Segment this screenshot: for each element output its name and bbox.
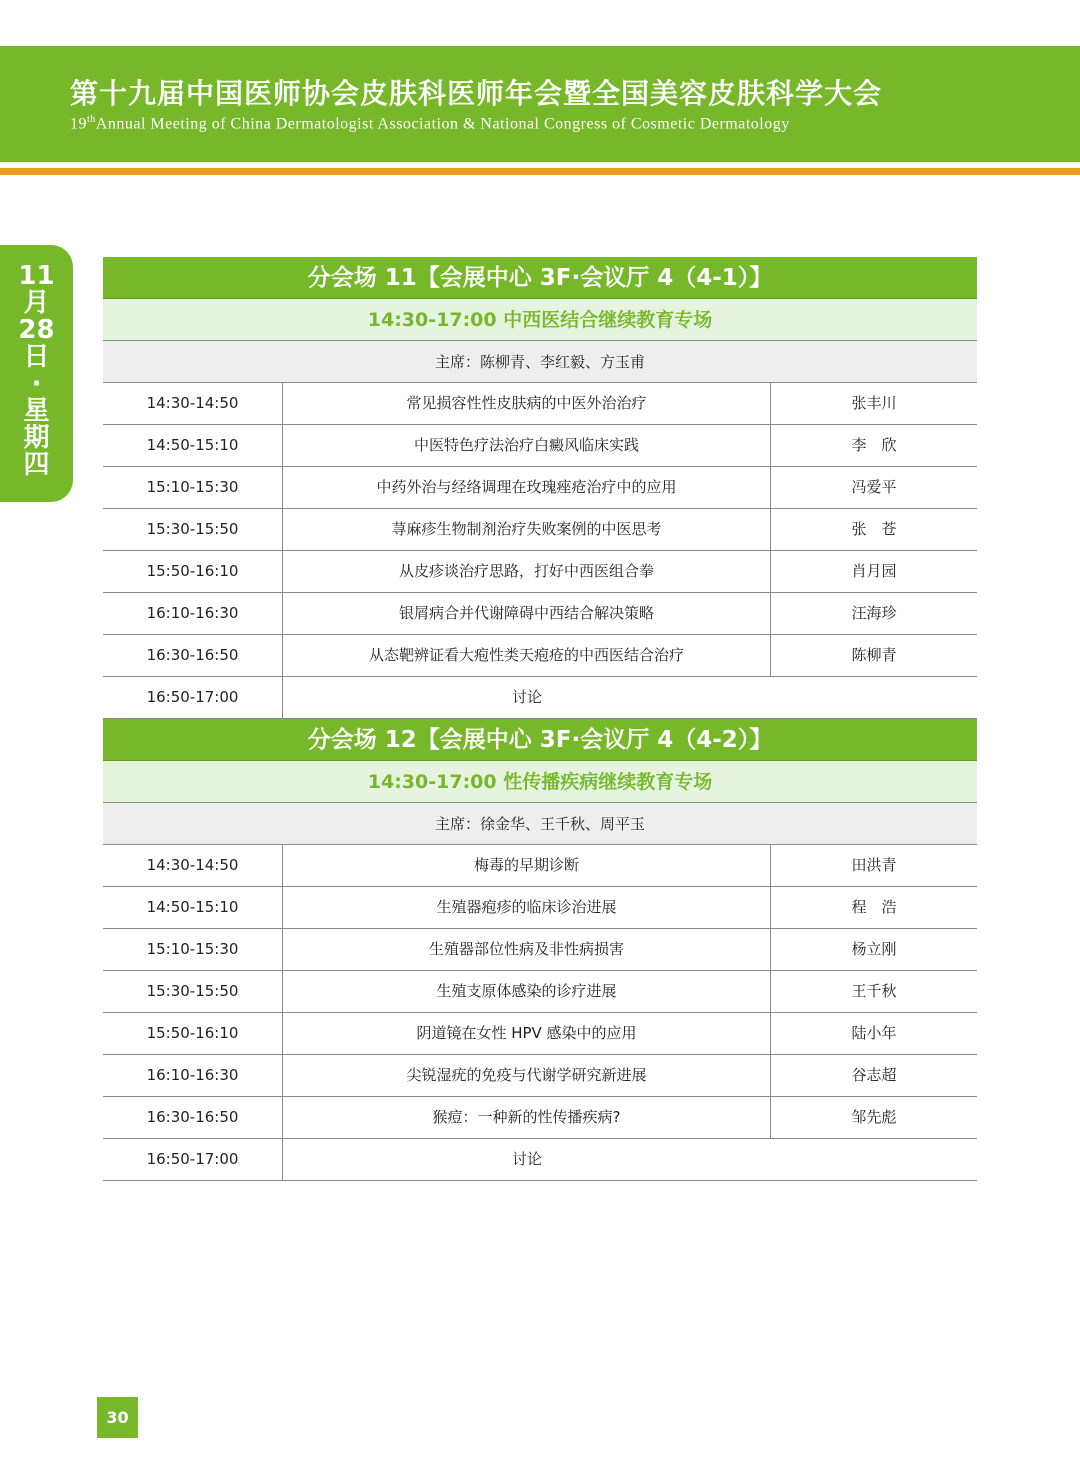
time-cell: 15:10-15:30 bbox=[103, 467, 283, 508]
time-cell: 16:10-16:30 bbox=[103, 1055, 283, 1096]
time-cell: 14:50-15:10 bbox=[103, 425, 283, 466]
session-title: 分会场 12【会展中心 3F·会议厅 4（4-2）】 bbox=[103, 719, 977, 761]
time-cell: 16:30-16:50 bbox=[103, 635, 283, 676]
speaker-cell: 王千秋 bbox=[851, 982, 897, 1000]
date-weekday-1: 星 bbox=[23, 396, 50, 426]
table-row bbox=[103, 1013, 977, 1055]
header-accent-stripe bbox=[0, 168, 1080, 175]
date-separator: · bbox=[31, 369, 42, 399]
date-day-char: 日 bbox=[23, 342, 50, 372]
speaker-cell: 陆小年 bbox=[851, 1024, 897, 1042]
discussion-cell: 讨论 bbox=[511, 1150, 542, 1168]
topic-cell: 尖锐湿疣的免疫与代谢学研究新进展 bbox=[283, 1055, 771, 1096]
topic-cell: 中医特色疗法治疗白癜风临床实践 bbox=[283, 425, 771, 466]
speaker-cell: 杨立刚 bbox=[851, 940, 897, 958]
speaker-cell: 汪海珍 bbox=[851, 604, 897, 622]
speaker-cell: 谷志超 bbox=[851, 1066, 897, 1084]
speaker-cell: 肖月园 bbox=[851, 562, 897, 580]
session-subtitle: 14:30-17:00 性传播疾病继续教育专场 bbox=[103, 761, 977, 803]
date-tab bbox=[0, 245, 73, 502]
conference-subtitle bbox=[70, 114, 790, 133]
speaker-cell: 李 欣 bbox=[851, 436, 897, 454]
topic-cell: 阴道镜在女性 HPV 感染中的应用 bbox=[283, 1013, 771, 1054]
time-cell: 14:50-15:10 bbox=[103, 887, 283, 928]
discussion-row bbox=[103, 677, 977, 719]
speaker-cell: 邹先彪 bbox=[851, 1108, 897, 1126]
speaker-cell: 陈柳青 bbox=[851, 646, 897, 664]
time-cell: 14:30-14:50 bbox=[103, 383, 283, 424]
session-chairs: 主席：徐金华、王千秋、周平玉 bbox=[103, 803, 977, 845]
time-cell: 15:30-15:50 bbox=[103, 509, 283, 550]
time-cell: 15:10-15:30 bbox=[103, 929, 283, 970]
speaker-cell: 张丰川 bbox=[851, 394, 897, 412]
table-row bbox=[103, 887, 977, 929]
conference-header bbox=[0, 46, 1080, 162]
schedule-table bbox=[103, 257, 977, 1181]
topic-cell: 猴痘：一种新的性传播疾病? bbox=[283, 1097, 771, 1138]
table-row bbox=[103, 929, 977, 971]
discussion-cell: 讨论 bbox=[511, 688, 542, 706]
speaker-cell: 冯爱平 bbox=[851, 478, 897, 496]
date-weekday-2: 期 bbox=[23, 423, 50, 453]
topic-cell: 中药外治与经络调理在玫瑰痤疮治疗中的应用 bbox=[283, 467, 771, 508]
table-row bbox=[103, 425, 977, 467]
subtitle-number: 19 bbox=[70, 115, 87, 133]
session-chairs: 主席：陈柳青、李红毅、方玉甫 bbox=[103, 341, 977, 383]
date-month-number: 11 bbox=[18, 261, 55, 291]
time-cell: 16:10-16:30 bbox=[103, 593, 283, 634]
subtitle-ordinal: th bbox=[87, 114, 96, 125]
topic-cell: 从皮疹谈治疗思路，打好中西医组合拳 bbox=[283, 551, 771, 592]
session-subtitle: 14:30-17:00 中西医结合继续教育专场 bbox=[103, 299, 977, 341]
topic-cell: 银屑病合并代谢障碍中西结合解决策略 bbox=[283, 593, 771, 634]
table-row bbox=[103, 845, 977, 887]
topic-cell: 生殖支原体感染的诊疗进展 bbox=[283, 971, 771, 1012]
table-row bbox=[103, 971, 977, 1013]
topic-cell: 梅毒的早期诊断 bbox=[283, 845, 771, 886]
table-row bbox=[103, 593, 977, 635]
time-cell: 14:30-14:50 bbox=[103, 845, 283, 886]
topic-cell: 常见损容性性皮肤病的中医外治治疗 bbox=[283, 383, 771, 424]
date-month-char: 月 bbox=[23, 288, 50, 318]
speaker-cell: 张 苍 bbox=[851, 520, 897, 538]
discussion-row bbox=[103, 1139, 977, 1181]
speaker-cell: 程 浩 bbox=[851, 898, 897, 916]
time-cell: 15:30-15:50 bbox=[103, 971, 283, 1012]
time-cell: 16:30-16:50 bbox=[103, 1097, 283, 1138]
session-title: 分会场 11【会展中心 3F·会议厅 4（4-1）】 bbox=[103, 257, 977, 299]
table-row bbox=[103, 1055, 977, 1097]
time-cell: 16:50-17:00 bbox=[103, 677, 283, 718]
time-cell: 15:50-16:10 bbox=[103, 1013, 283, 1054]
topic-cell: 生殖器疱疹的临床诊治进展 bbox=[283, 887, 771, 928]
table-row bbox=[103, 509, 977, 551]
table-row bbox=[103, 1097, 977, 1139]
topic-cell: 荨麻疹生物制剂治疗失败案例的中医思考 bbox=[283, 509, 771, 550]
table-row bbox=[103, 383, 977, 425]
date-label bbox=[0, 263, 73, 479]
date-day-number: 28 bbox=[18, 315, 55, 345]
table-row bbox=[103, 635, 977, 677]
page-number: 30 bbox=[97, 1397, 138, 1438]
table-row bbox=[103, 551, 977, 593]
time-cell: 15:50-16:10 bbox=[103, 551, 283, 592]
conference-title: 第十九届中国医师协会皮肤科医师年会暨全国美容皮肤科学大会 bbox=[70, 77, 883, 110]
topic-cell: 生殖器部位性病及非性病损害 bbox=[283, 929, 771, 970]
topic-cell: 从态靶辨证看大疱性类天疱疮的中西医结合治疗 bbox=[283, 635, 771, 676]
speaker-cell: 田洪青 bbox=[851, 856, 897, 874]
table-row bbox=[103, 467, 977, 509]
date-weekday-3: 四 bbox=[23, 450, 50, 480]
subtitle-text: Annual Meeting of China Dermatologist Association & National Congress of Cosmetic Dermatology bbox=[95, 115, 790, 133]
time-cell: 16:50-17:00 bbox=[103, 1139, 283, 1180]
